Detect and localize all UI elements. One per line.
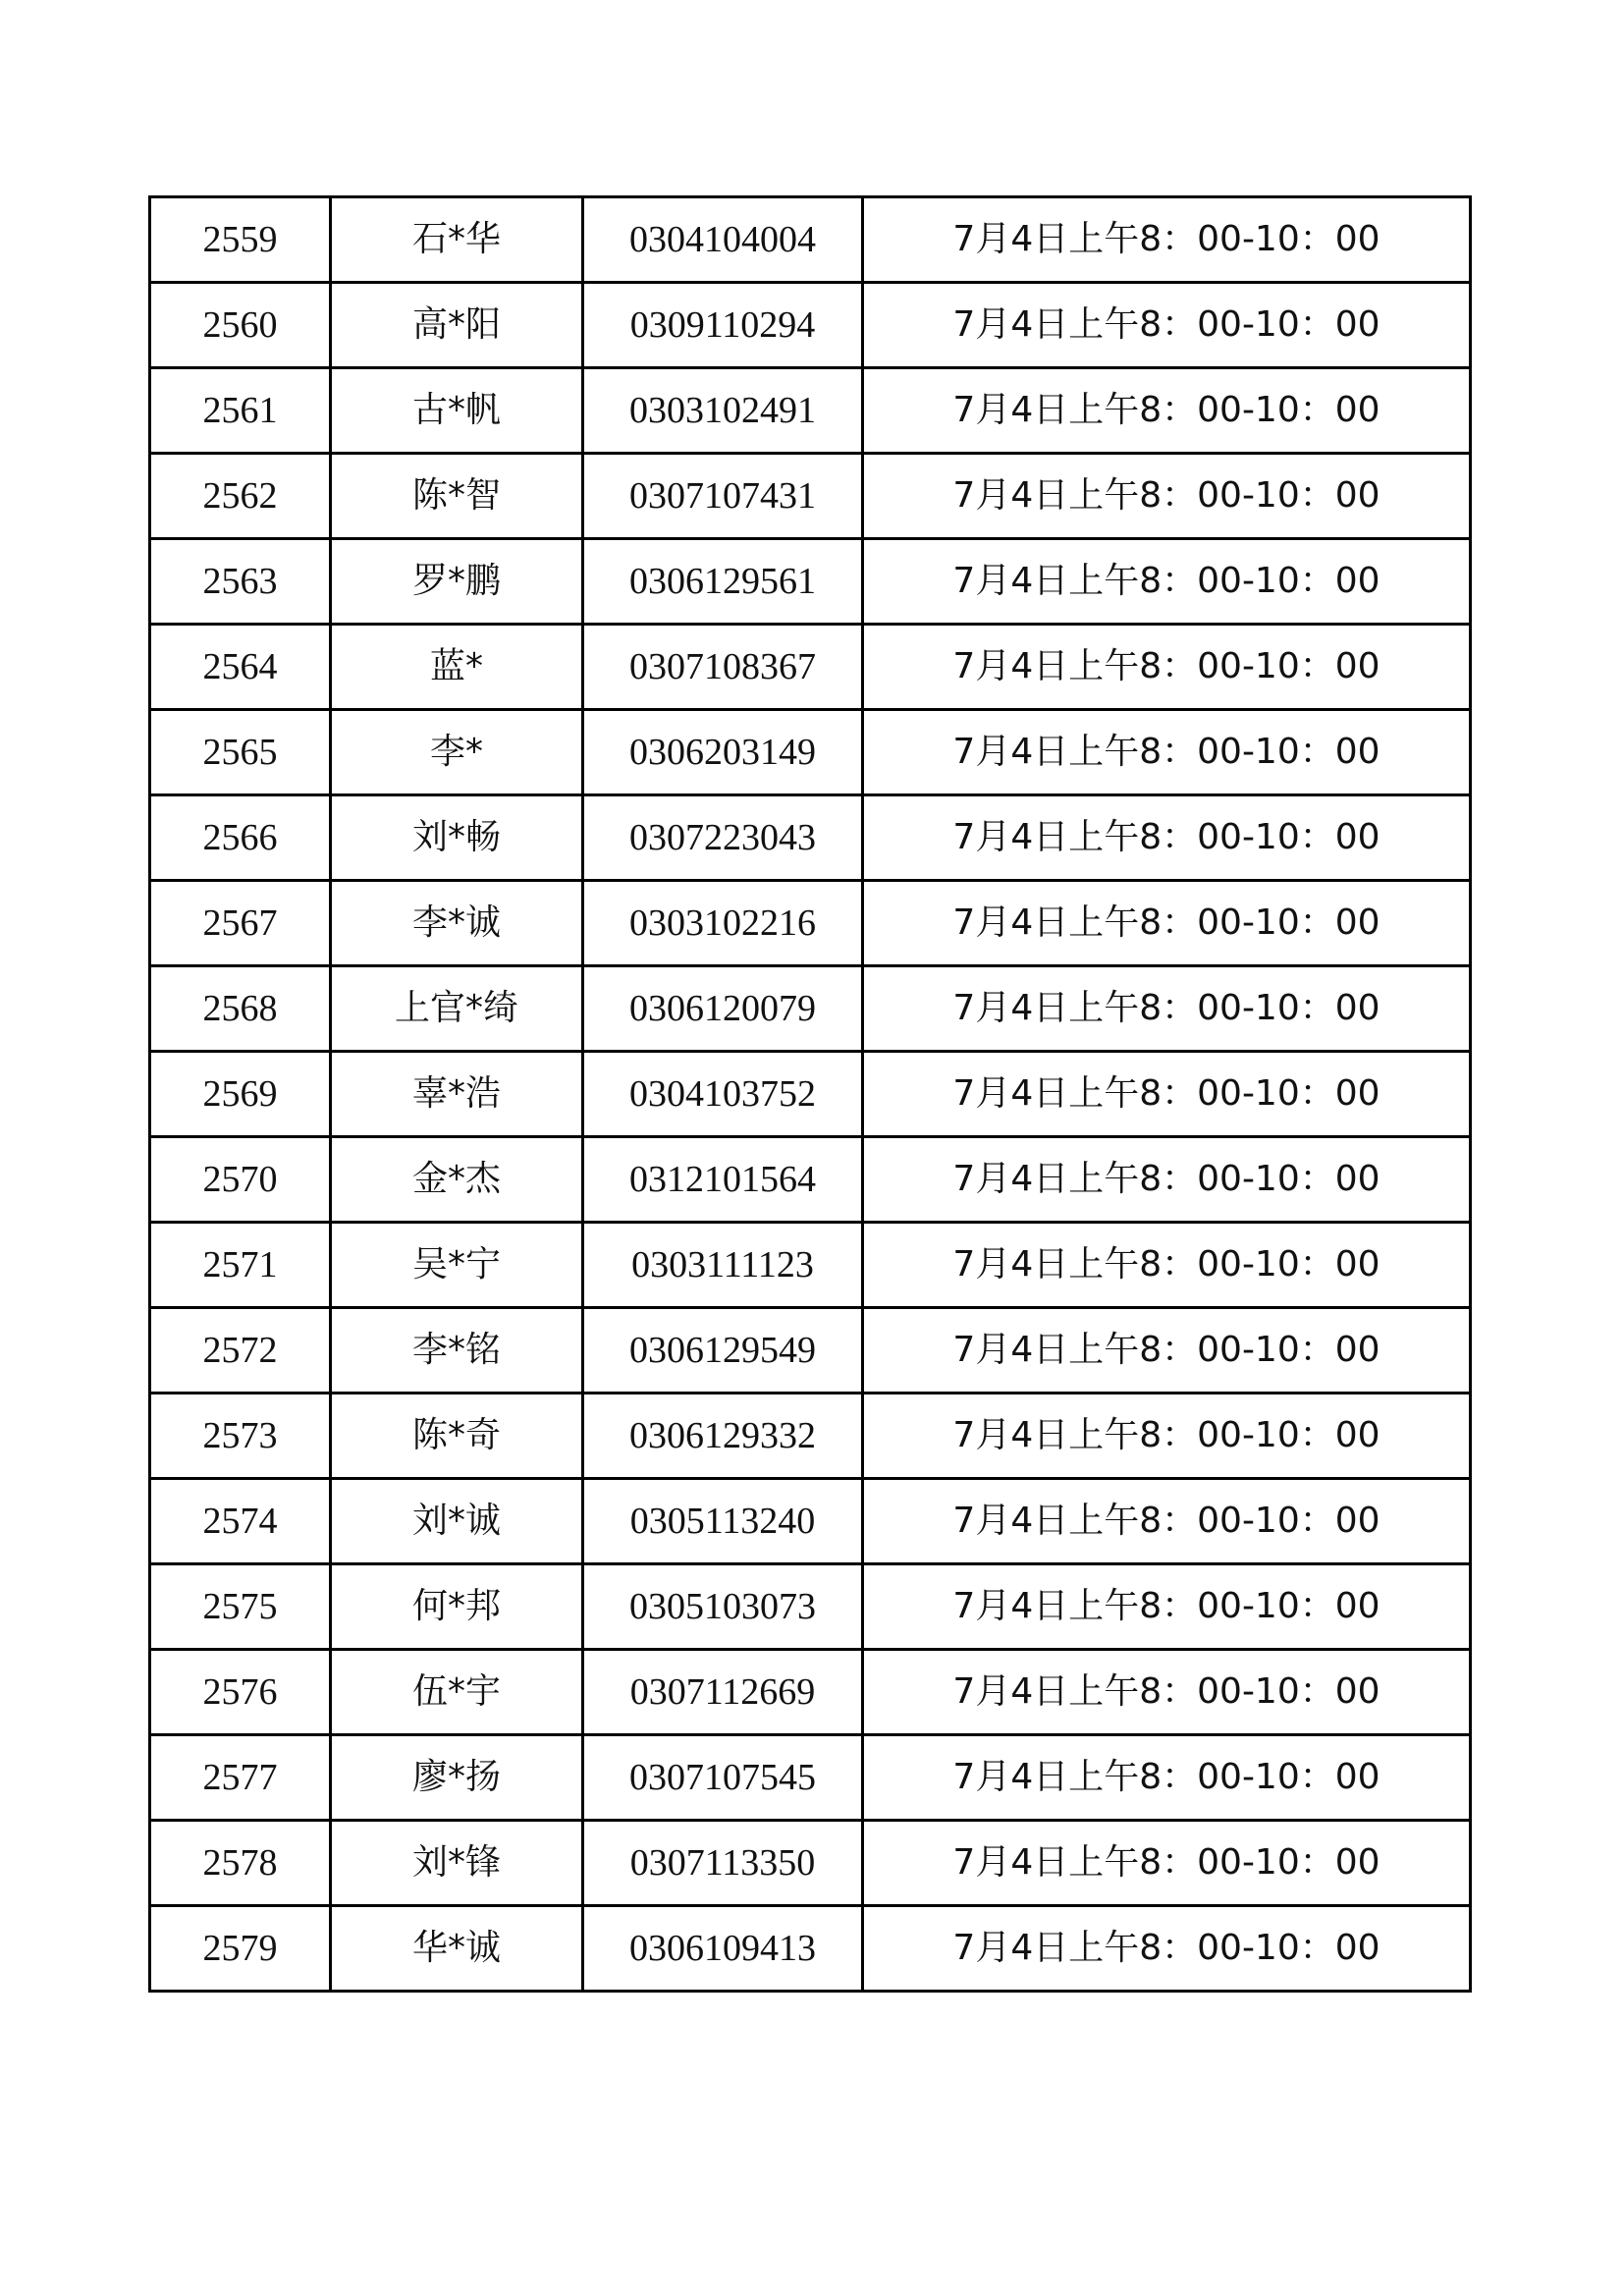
table-row [150,795,1471,881]
name-cell: 石*华 [331,197,583,283]
row-number-cell: 2564 [150,625,331,710]
student-id-cell: 0307107431 [583,454,863,539]
table-row [150,1052,1471,1137]
name-cell: 古*帆 [331,368,583,454]
table-row [150,1650,1471,1735]
row-number-cell: 2572 [150,1308,331,1394]
name-cell: 金*杰 [331,1137,583,1223]
student-id-cell: 0305103073 [583,1564,863,1650]
time-slot-cell: 7月4日上午8：00-10：00 [863,1394,1471,1479]
student-id-cell: 0304103752 [583,1052,863,1137]
time-slot-cell: 7月4日上午8：00-10：00 [863,625,1471,710]
row-number-cell: 2576 [150,1650,331,1735]
name-cell: 高*阳 [331,283,583,368]
time-slot-cell: 7月4日上午8：00-10：00 [863,881,1471,966]
row-number-cell: 2578 [150,1821,331,1906]
name-cell: 李*铭 [331,1308,583,1394]
student-id-cell: 0306109413 [583,1906,863,1992]
table-row [150,197,1471,283]
name-cell: 李* [331,710,583,795]
student-id-cell: 0309110294 [583,283,863,368]
row-number-cell: 2566 [150,795,331,881]
student-id-cell: 0306129561 [583,539,863,625]
student-id-cell: 0306129549 [583,1308,863,1394]
table-row [150,1906,1471,1992]
student-id-cell: 0312101564 [583,1137,863,1223]
row-number-cell: 2574 [150,1479,331,1564]
row-number-cell: 2577 [150,1735,331,1821]
student-id-cell: 0307113350 [583,1821,863,1906]
roster-table [148,195,1472,1993]
time-slot-cell: 7月4日上午8：00-10：00 [863,795,1471,881]
row-number-cell: 2575 [150,1564,331,1650]
time-slot-cell: 7月4日上午8：00-10：00 [863,966,1471,1052]
row-number-cell: 2569 [150,1052,331,1137]
row-number-cell: 2562 [150,454,331,539]
name-cell: 刘*畅 [331,795,583,881]
time-slot-cell: 7月4日上午8：00-10：00 [863,1735,1471,1821]
table-row [150,1564,1471,1650]
row-number-cell: 2561 [150,368,331,454]
row-number-cell: 2560 [150,283,331,368]
student-id-cell: 0307112669 [583,1650,863,1735]
time-slot-cell: 7月4日上午8：00-10：00 [863,539,1471,625]
table-row [150,1308,1471,1394]
row-number-cell: 2573 [150,1394,331,1479]
row-number-cell: 2579 [150,1906,331,1992]
name-cell: 何*邦 [331,1564,583,1650]
student-id-cell: 0307108367 [583,625,863,710]
time-slot-cell: 7月4日上午8：00-10：00 [863,197,1471,283]
student-id-cell: 0306129332 [583,1394,863,1479]
time-slot-cell: 7月4日上午8：00-10：00 [863,1223,1471,1308]
student-id-cell: 0307107545 [583,1735,863,1821]
table-row [150,1394,1471,1479]
time-slot-cell: 7月4日上午8：00-10：00 [863,1564,1471,1650]
name-cell: 李*诚 [331,881,583,966]
time-slot-cell: 7月4日上午8：00-10：00 [863,1479,1471,1564]
time-slot-cell: 7月4日上午8：00-10：00 [863,368,1471,454]
table-row [150,1821,1471,1906]
row-number-cell: 2565 [150,710,331,795]
name-cell: 伍*宇 [331,1650,583,1735]
name-cell: 陈*奇 [331,1394,583,1479]
table-row [150,539,1471,625]
name-cell: 吴*宁 [331,1223,583,1308]
student-id-cell: 0305113240 [583,1479,863,1564]
time-slot-cell: 7月4日上午8：00-10：00 [863,283,1471,368]
table-row [150,368,1471,454]
time-slot-cell: 7月4日上午8：00-10：00 [863,710,1471,795]
table-row [150,454,1471,539]
name-cell: 辜*浩 [331,1052,583,1137]
row-number-cell: 2570 [150,1137,331,1223]
row-number-cell: 2563 [150,539,331,625]
table-row [150,881,1471,966]
student-id-cell: 0303111123 [583,1223,863,1308]
row-number-cell: 2568 [150,966,331,1052]
table-row [150,710,1471,795]
student-id-cell: 0303102491 [583,368,863,454]
time-slot-cell: 7月4日上午8：00-10：00 [863,1906,1471,1992]
row-number-cell: 2559 [150,197,331,283]
student-id-cell: 0306120079 [583,966,863,1052]
table-row [150,283,1471,368]
name-cell: 刘*锋 [331,1821,583,1906]
name-cell: 华*诚 [331,1906,583,1992]
time-slot-cell: 7月4日上午8：00-10：00 [863,454,1471,539]
name-cell: 廖*扬 [331,1735,583,1821]
name-cell: 上官*绮 [331,966,583,1052]
table-row [150,1137,1471,1223]
student-id-cell: 0306203149 [583,710,863,795]
table-row [150,625,1471,710]
time-slot-cell: 7月4日上午8：00-10：00 [863,1137,1471,1223]
table-row [150,1735,1471,1821]
table-row [150,1479,1471,1564]
name-cell: 蓝* [331,625,583,710]
name-cell: 刘*诚 [331,1479,583,1564]
name-cell: 罗*鹏 [331,539,583,625]
time-slot-cell: 7月4日上午8：00-10：00 [863,1052,1471,1137]
time-slot-cell: 7月4日上午8：00-10：00 [863,1650,1471,1735]
table-row [150,1223,1471,1308]
row-number-cell: 2571 [150,1223,331,1308]
student-id-cell: 0304104004 [583,197,863,283]
table-row [150,966,1471,1052]
roster-table-body [150,197,1471,1992]
row-number-cell: 2567 [150,881,331,966]
time-slot-cell: 7月4日上午8：00-10：00 [863,1821,1471,1906]
student-id-cell: 0303102216 [583,881,863,966]
name-cell: 陈*智 [331,454,583,539]
time-slot-cell: 7月4日上午8：00-10：00 [863,1308,1471,1394]
student-id-cell: 0307223043 [583,795,863,881]
